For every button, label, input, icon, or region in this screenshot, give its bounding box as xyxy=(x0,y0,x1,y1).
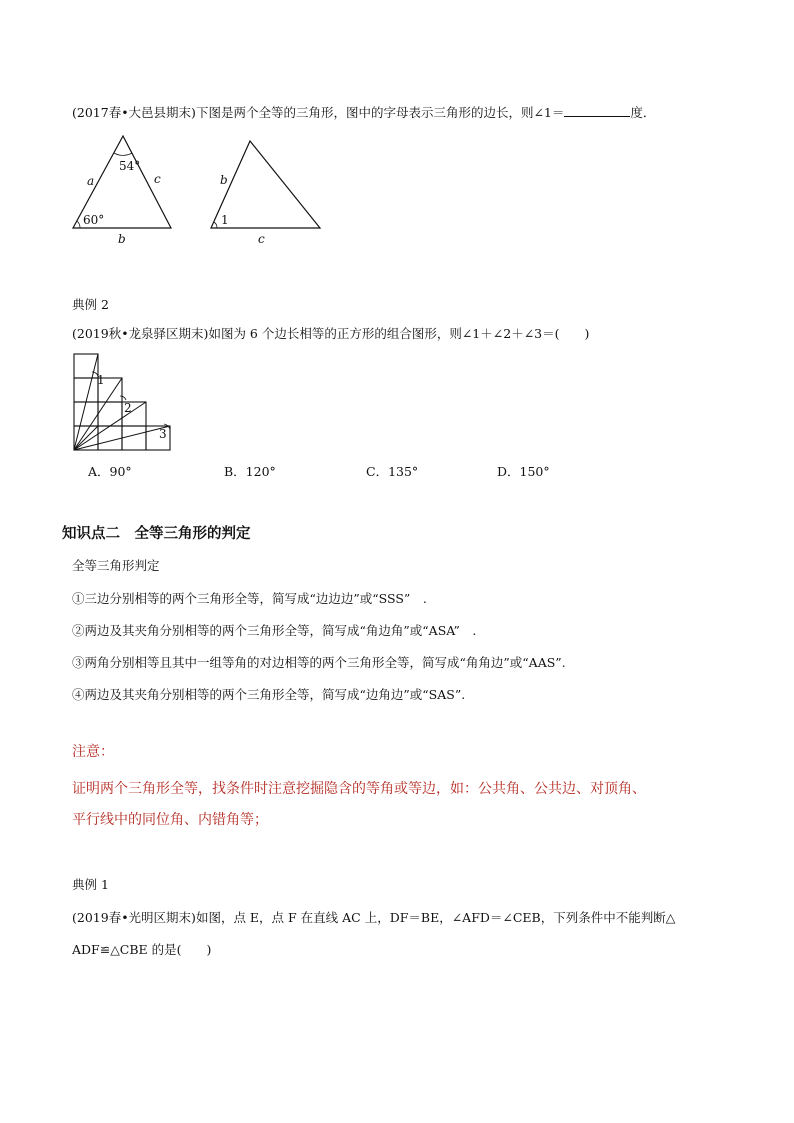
rule-aas: ③两角分别相等且其中一组等角的对边相等的两个三角形全等，简写成“角角边”或“AAS”. xyxy=(72,655,566,670)
note-title: 注意： xyxy=(72,744,114,760)
grid-angle-3: 3 xyxy=(159,427,167,441)
rule-sss: ①三边分别相等的两个三角形全等，简写成“边边边”或“SSS” . xyxy=(72,591,427,606)
option-c[interactable]: C．135° xyxy=(366,464,419,479)
example1-line-1: (2019春•光明区期末)如图，点 E，点 F 在直线 AC 上，DF＝BE，∠AFD＝∠CEB，下列条件中不能判断△ xyxy=(72,910,676,925)
base-angle-label: 60° xyxy=(83,213,105,227)
example2-text: (2019秋•龙泉驿区期末)如图为 6 个边长相等的正方形的组合图形，则∠1＋∠2＋∠3＝( ) xyxy=(72,326,590,341)
note-line-1: 证明两个三角形全等，找条件时注意挖掘隐含的等角或等边，如：公共角、公共边、对顶角、 xyxy=(72,781,646,797)
grid-angle-1: 1 xyxy=(97,373,105,387)
problem1-unit: 度． xyxy=(630,105,656,120)
side-label-c2: c xyxy=(258,232,265,246)
side-label-b: b xyxy=(118,232,126,246)
apex-angle-label: 54° xyxy=(119,159,141,173)
example1-line-2: ADF≌△CBE 的是( ) xyxy=(72,942,212,957)
grid-angle-2: 2 xyxy=(124,401,132,415)
side-label-b2: b xyxy=(220,173,228,187)
square-grid-figure xyxy=(74,354,184,464)
angle-label-1: 1 xyxy=(221,213,229,227)
triangle-figure-b xyxy=(208,132,328,252)
problem1-text xyxy=(72,104,655,121)
example1-label: 典例 1 xyxy=(72,877,109,892)
triangle-figure-a xyxy=(70,132,180,252)
section-heading: 知识点二 全等三角形的判定 xyxy=(62,525,251,542)
side-label-c: c xyxy=(154,172,161,186)
note-line-2: 平行线中的同位角、内错角等； xyxy=(72,812,268,828)
example2-label: 典例 2 xyxy=(72,297,109,312)
answer-blank[interactable] xyxy=(564,104,630,117)
side-label-a: a xyxy=(87,174,95,188)
problem1-stem: (2017春•大邑县期末)下图是两个全等的三角形，图中的字母表示三角形的边长，则∠1＝ xyxy=(72,105,565,120)
section-subtitle: 全等三角形判定 xyxy=(72,558,160,573)
rule-sas: ④两边及其夹角分别相等的两个三角形全等，简写成“边角边”或“SAS”. xyxy=(72,687,466,702)
option-b[interactable]: B．120° xyxy=(224,464,276,479)
option-a[interactable]: A．90° xyxy=(88,464,132,479)
rule-asa: ②两边及其夹角分别相等的两个三角形全等，简写成“角边角”或“ASA” . xyxy=(72,623,477,638)
option-d[interactable]: D．150° xyxy=(497,464,550,479)
